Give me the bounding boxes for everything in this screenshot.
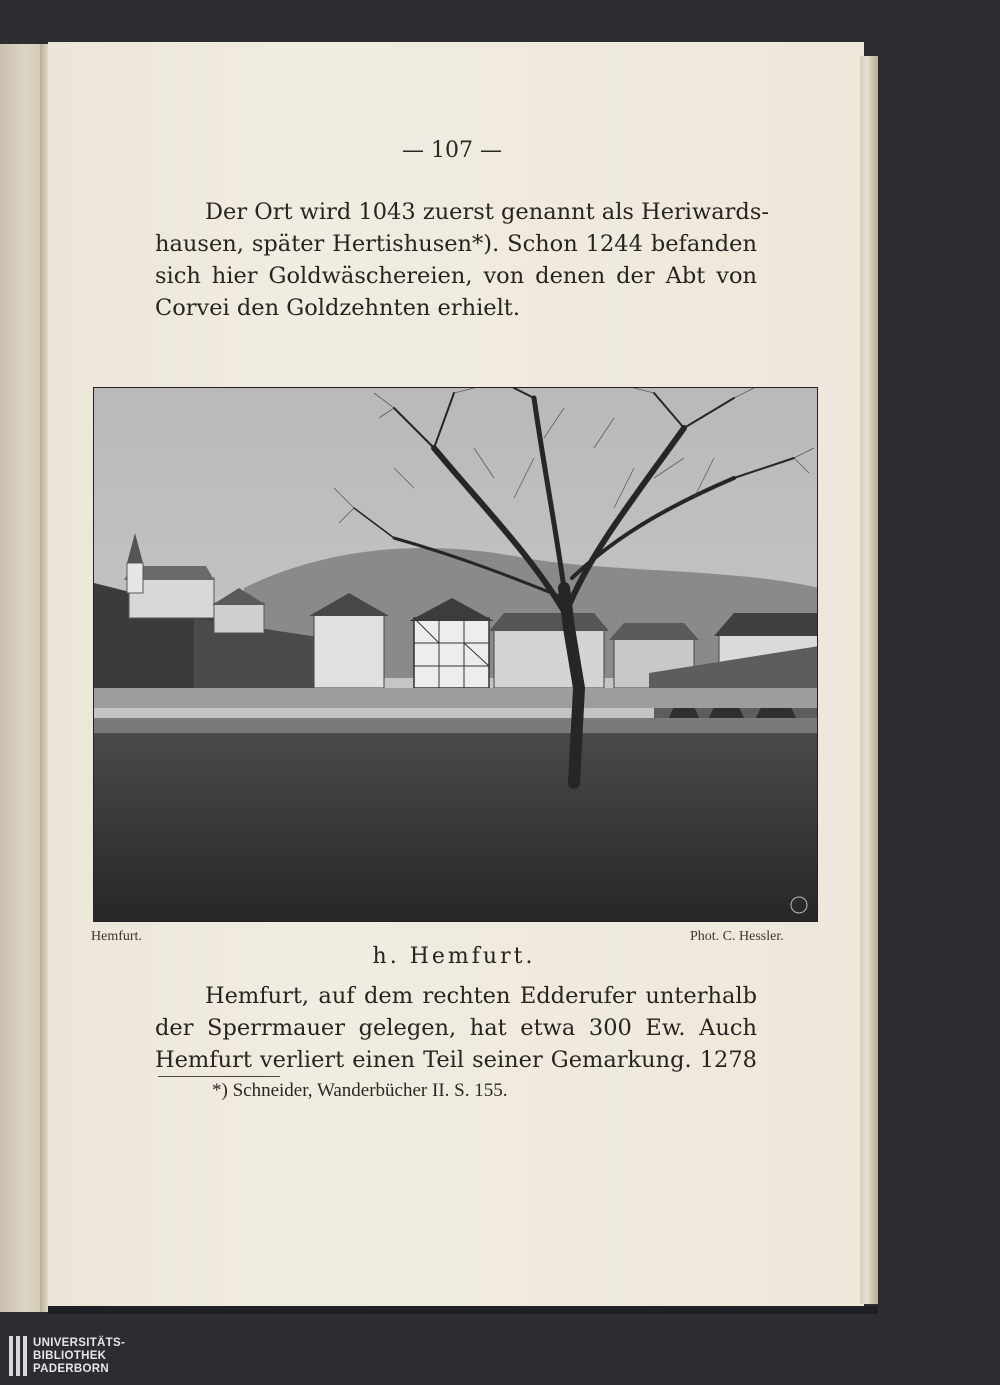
logo-line: PADERBORN xyxy=(33,1362,109,1375)
page-stack-edge xyxy=(860,56,878,1304)
photograph-hemfurt xyxy=(93,387,818,922)
footnote-divider xyxy=(158,1076,280,1077)
paragraph-line: Hemfurt, auf dem rechten Edderufer unterhalb xyxy=(205,983,757,1009)
paragraph-line: Hemfurt verliert einen Teil seiner Gemarkung. 1278 xyxy=(155,1047,757,1073)
library-logo-icon xyxy=(9,1336,27,1376)
paragraph-line: Der Ort wird 1043 zuerst genannt als Heriwards- xyxy=(205,199,769,225)
top-paragraph xyxy=(155,196,769,324)
library-logo xyxy=(9,1332,125,1380)
library-logo-text xyxy=(33,1337,125,1376)
footnote: *) Schneider, Wanderbücher II. S. 155. xyxy=(212,1080,508,1101)
paragraph-line: hausen, später Hertishusen*). Schon 1244 befanden xyxy=(155,231,757,257)
photo-credit: Phot. C. Hessler. xyxy=(690,929,784,944)
bottom-paragraph xyxy=(155,980,757,1076)
page-number: — 107 — xyxy=(402,138,502,163)
paragraph-line: der Sperrmauer gelegen, hat etwa 300 Ew. Auch xyxy=(155,1015,757,1041)
logo-line: BIBLIOTHEK xyxy=(33,1349,107,1362)
photo-caption: h. Hemfurt. xyxy=(372,944,536,969)
paragraph-line: sich hier Goldwäschereien, von denen der Abt von xyxy=(155,263,757,289)
logo-line: UNIVERSITÄTS- xyxy=(33,1336,126,1349)
paragraph-line: Corvei den Goldzehnten erhielt. xyxy=(155,295,520,321)
page-bottom-shadow xyxy=(48,1306,878,1314)
photo-label-left: Hemfurt. xyxy=(91,929,142,944)
